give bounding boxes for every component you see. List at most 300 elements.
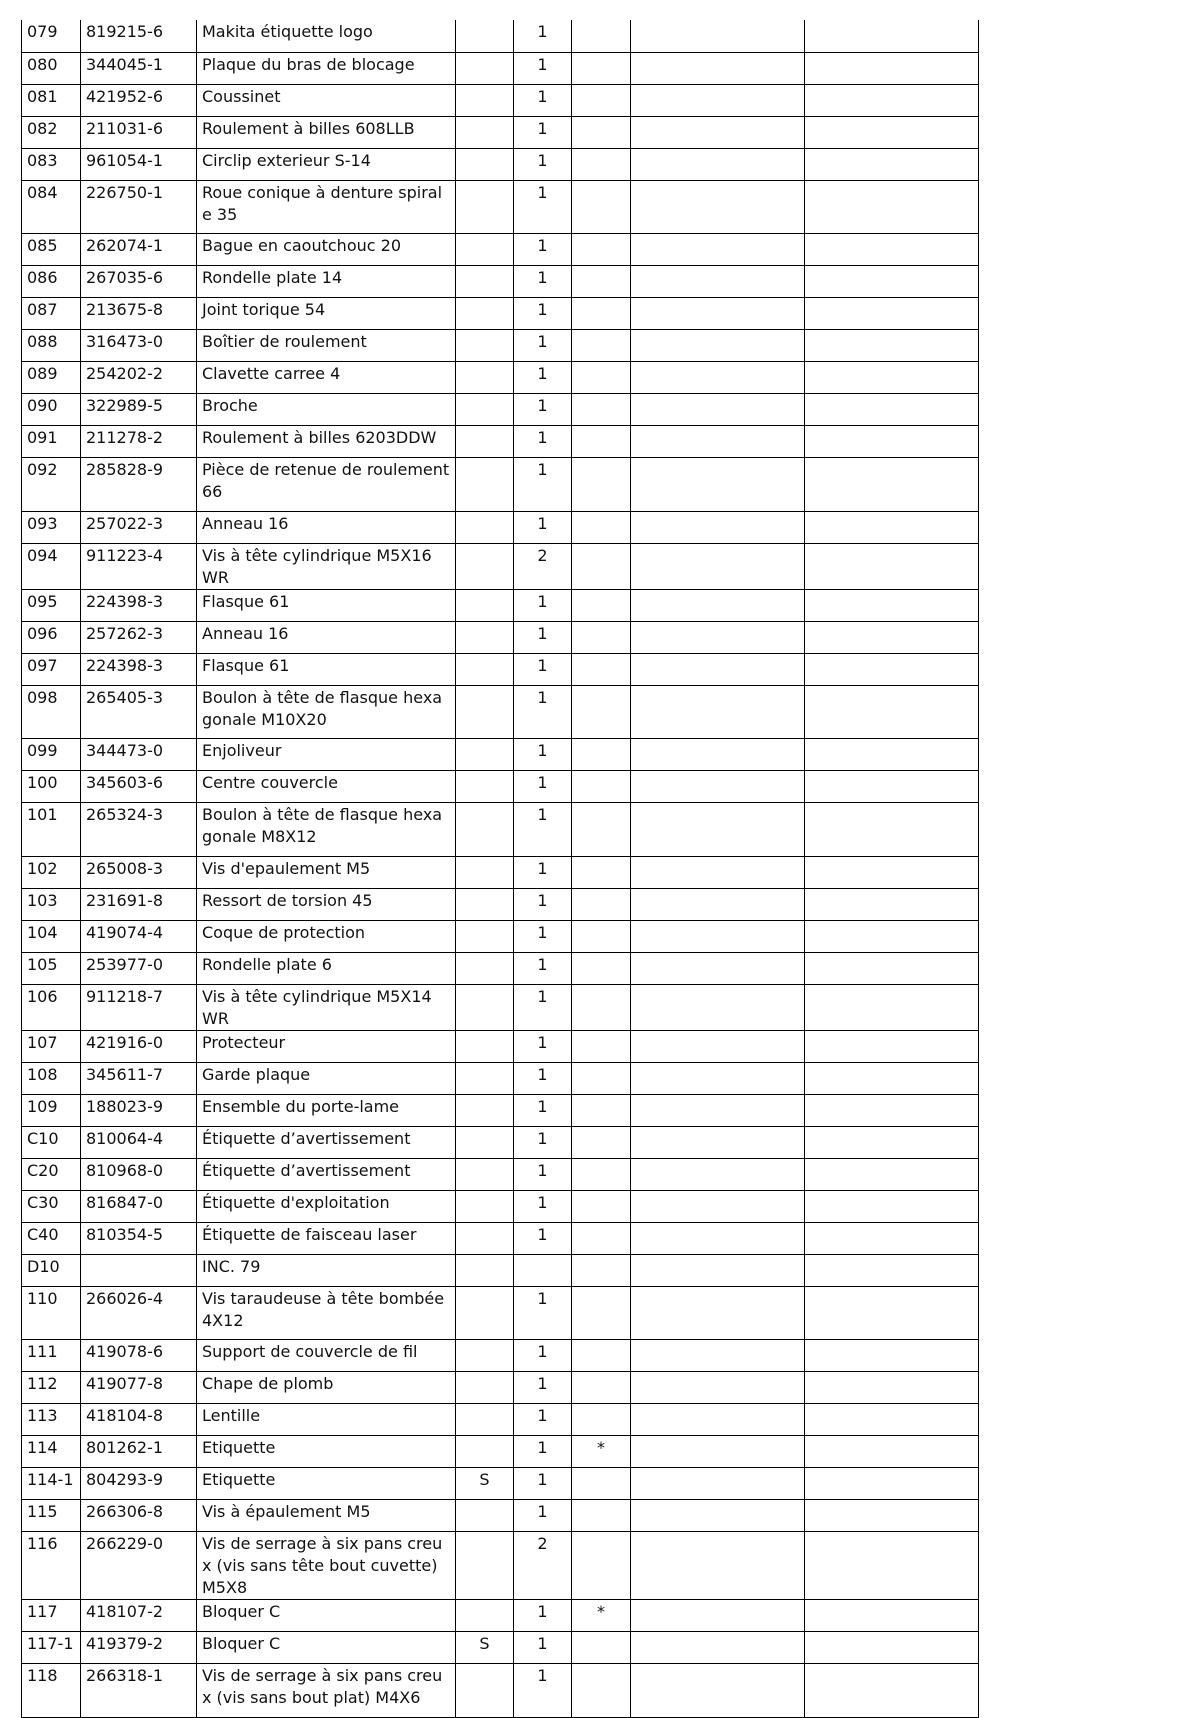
description-cell xyxy=(197,511,456,543)
description-text: INC. 79 xyxy=(202,1256,261,1276)
empty-cell xyxy=(631,426,805,458)
description-cell xyxy=(197,621,456,653)
description-cell xyxy=(197,803,456,857)
ref-cell: C10 xyxy=(22,1126,81,1158)
quantity-cell: 1 xyxy=(514,1468,572,1500)
part-number-cell: 816847-0 xyxy=(81,1190,197,1222)
change-mark-cell xyxy=(572,1500,631,1532)
empty-cell xyxy=(805,1094,979,1126)
change-mark-cell xyxy=(572,888,631,920)
empty-cell xyxy=(805,1254,979,1286)
table-row xyxy=(22,266,979,298)
part-number-cell: 810354-5 xyxy=(81,1222,197,1254)
description-text: Coque de protection xyxy=(202,922,366,942)
part-number-cell: 421952-6 xyxy=(81,84,197,116)
table-row xyxy=(22,920,979,952)
part-number-cell: 265405-3 xyxy=(81,685,197,739)
table-row xyxy=(22,856,979,888)
note-cell xyxy=(456,1664,514,1718)
quantity-cell: 1 xyxy=(514,1340,572,1372)
empty-cell xyxy=(805,803,979,857)
quantity-cell: 1 xyxy=(514,589,572,621)
ref-cell: 114 xyxy=(22,1436,81,1468)
change-mark-cell xyxy=(572,234,631,266)
description-text: Flasque 61 xyxy=(202,591,290,611)
empty-cell xyxy=(631,1158,805,1190)
empty-cell xyxy=(805,952,979,984)
empty-cell xyxy=(805,1532,979,1600)
empty-cell xyxy=(631,1190,805,1222)
description-text: Ensemble du porte-lame xyxy=(202,1096,400,1116)
part-number-cell: 345611-7 xyxy=(81,1062,197,1094)
change-mark-cell xyxy=(572,1190,631,1222)
empty-cell xyxy=(631,543,805,589)
change-mark-cell xyxy=(572,84,631,116)
empty-cell xyxy=(805,984,979,1030)
empty-cell xyxy=(805,84,979,116)
description-cell xyxy=(197,1632,456,1664)
description-cell xyxy=(197,266,456,298)
description-cell xyxy=(197,1600,456,1632)
description-text: Pièce de retenue de roulement 66 xyxy=(202,460,450,501)
table-row xyxy=(22,1532,979,1600)
note-cell xyxy=(456,856,514,888)
description-text: Vis à tête cylindrique M5X14 WR xyxy=(202,986,432,1028)
description-cell xyxy=(197,1468,456,1500)
note-cell xyxy=(456,116,514,148)
ref-cell: 099 xyxy=(22,739,81,771)
part-number-cell: 265324-3 xyxy=(81,803,197,857)
part-number-cell: 810064-4 xyxy=(81,1126,197,1158)
table-row xyxy=(22,1632,979,1664)
description-text: Garde plaque xyxy=(202,1064,311,1084)
empty-cell xyxy=(631,856,805,888)
ref-cell: C20 xyxy=(22,1158,81,1190)
change-mark-cell xyxy=(572,653,631,685)
description-cell xyxy=(197,1190,456,1222)
change-mark-cell: * xyxy=(572,1600,631,1632)
description-text: Etiquette xyxy=(202,1470,276,1489)
quantity-cell: 1 xyxy=(514,1030,572,1062)
description-text: Étiquette de faisceau laser xyxy=(202,1224,417,1244)
change-mark-cell xyxy=(572,1404,631,1436)
description-cell xyxy=(197,394,456,426)
change-mark-cell xyxy=(572,856,631,888)
table-row xyxy=(22,1062,979,1094)
description-cell xyxy=(197,52,456,84)
description-text: Rondelle plate 6 xyxy=(202,954,332,974)
empty-cell xyxy=(805,1372,979,1404)
part-number-cell: 801262-1 xyxy=(81,1436,197,1468)
note-cell xyxy=(456,771,514,803)
table-row xyxy=(22,888,979,920)
table-row xyxy=(22,458,979,512)
part-number-cell: 266318-1 xyxy=(81,1664,197,1718)
description-cell xyxy=(197,984,456,1030)
empty-cell xyxy=(631,803,805,857)
empty-cell xyxy=(631,1286,805,1340)
description-cell xyxy=(197,20,456,52)
ref-cell: 089 xyxy=(22,362,81,394)
table-row xyxy=(22,1222,979,1254)
quantity-cell: 1 xyxy=(514,116,572,148)
ref-cell: 113 xyxy=(22,1404,81,1436)
ref-cell: 096 xyxy=(22,621,81,653)
table-row xyxy=(22,653,979,685)
part-number-cell: 804293-9 xyxy=(81,1468,197,1500)
part-number-cell: 322989-5 xyxy=(81,394,197,426)
description-cell xyxy=(197,1286,456,1340)
part-number-cell: 253977-0 xyxy=(81,952,197,984)
description-text: Vis taraudeuse à tête bombée 4X12 xyxy=(202,1288,445,1330)
empty-cell xyxy=(805,148,979,180)
change-mark-cell xyxy=(572,1468,631,1500)
table-row xyxy=(22,685,979,739)
ref-cell: 088 xyxy=(22,330,81,362)
quantity-cell: 1 xyxy=(514,621,572,653)
part-number-cell: 316473-0 xyxy=(81,330,197,362)
part-number-cell: 266306-8 xyxy=(81,1500,197,1532)
table-row xyxy=(22,1254,979,1286)
empty-cell xyxy=(631,298,805,330)
note-cell xyxy=(456,362,514,394)
empty-cell xyxy=(805,1340,979,1372)
quantity-cell: 1 xyxy=(514,1600,572,1632)
ref-cell: 097 xyxy=(22,653,81,685)
ref-cell: 084 xyxy=(22,180,81,234)
empty-cell xyxy=(805,511,979,543)
change-mark-cell xyxy=(572,685,631,739)
description-text: Rondelle plate 14 xyxy=(202,268,343,287)
description-cell xyxy=(197,771,456,803)
note-cell xyxy=(456,1500,514,1532)
note-cell xyxy=(456,458,514,512)
change-mark-cell xyxy=(572,116,631,148)
parts-list-body xyxy=(22,20,979,1717)
description-cell xyxy=(197,653,456,685)
table-row xyxy=(22,621,979,653)
empty-cell xyxy=(805,653,979,685)
description-cell xyxy=(197,856,456,888)
empty-cell xyxy=(631,621,805,653)
empty-cell xyxy=(631,1600,805,1632)
description-text: Plaque du bras de blocage xyxy=(202,54,415,74)
description-text: Etiquette xyxy=(202,1438,276,1457)
note-cell xyxy=(456,984,514,1030)
empty-cell xyxy=(631,234,805,266)
description-cell xyxy=(197,298,456,330)
note-cell xyxy=(456,739,514,771)
note-cell xyxy=(456,1436,514,1468)
note-cell xyxy=(456,1340,514,1372)
description-text: Lentille xyxy=(202,1406,261,1425)
ref-cell: 111 xyxy=(22,1340,81,1372)
change-mark-cell xyxy=(572,1222,631,1254)
table-row xyxy=(22,1158,979,1190)
empty-cell xyxy=(631,394,805,426)
empty-cell xyxy=(631,920,805,952)
empty-cell xyxy=(805,1190,979,1222)
part-number-cell: 345603-6 xyxy=(81,771,197,803)
ref-cell: 117-1 xyxy=(22,1632,81,1664)
quantity-cell: 2 xyxy=(514,543,572,589)
table-row xyxy=(22,84,979,116)
part-number-cell: 419074-4 xyxy=(81,920,197,952)
note-cell xyxy=(456,1062,514,1094)
description-cell xyxy=(197,739,456,771)
part-number-cell: 257022-3 xyxy=(81,511,197,543)
ref-cell: 116 xyxy=(22,1532,81,1600)
table-row xyxy=(22,1664,979,1718)
table-row xyxy=(22,180,979,234)
note-cell xyxy=(456,394,514,426)
description-text: Roulement à billes 6203DDW xyxy=(202,428,437,447)
note-cell xyxy=(456,1254,514,1286)
empty-cell xyxy=(805,1436,979,1468)
table-row xyxy=(22,1404,979,1436)
quantity-cell: 1 xyxy=(514,330,572,362)
description-cell xyxy=(197,952,456,984)
description-text: Clavette carree 4 xyxy=(202,364,341,383)
ref-cell: 114-1 xyxy=(22,1468,81,1500)
part-number-cell: 267035-6 xyxy=(81,266,197,298)
quantity-cell: 1 xyxy=(514,920,572,952)
empty-cell xyxy=(631,589,805,621)
description-text: Vis à tête cylindrique M5X16 WR xyxy=(202,545,432,587)
table-row xyxy=(22,148,979,180)
description-cell xyxy=(197,888,456,920)
change-mark-cell xyxy=(572,920,631,952)
part-number-cell: 418107-2 xyxy=(81,1600,197,1632)
part-number-cell: 231691-8 xyxy=(81,888,197,920)
description-text: Flasque 61 xyxy=(202,655,290,675)
note-cell xyxy=(456,685,514,739)
ref-cell: 090 xyxy=(22,394,81,426)
ref-cell: 098 xyxy=(22,685,81,739)
part-number-cell: 266229-0 xyxy=(81,1532,197,1600)
note-cell xyxy=(456,330,514,362)
empty-cell xyxy=(805,1222,979,1254)
empty-cell xyxy=(805,1500,979,1532)
empty-cell xyxy=(631,1664,805,1718)
table-row xyxy=(22,1190,979,1222)
empty-cell xyxy=(805,771,979,803)
part-number-cell xyxy=(81,1254,197,1286)
note-cell xyxy=(456,266,514,298)
empty-cell xyxy=(631,1632,805,1664)
ref-cell: 104 xyxy=(22,920,81,952)
change-mark-cell xyxy=(572,952,631,984)
note-cell xyxy=(456,952,514,984)
empty-cell xyxy=(805,1286,979,1340)
table-row xyxy=(22,330,979,362)
part-number-cell: 418104-8 xyxy=(81,1404,197,1436)
empty-cell xyxy=(805,1664,979,1718)
description-text: Anneau 16 xyxy=(202,623,289,643)
part-number-cell: 266026-4 xyxy=(81,1286,197,1340)
change-mark-cell xyxy=(572,543,631,589)
empty-cell xyxy=(805,1404,979,1436)
note-cell xyxy=(456,52,514,84)
table-row xyxy=(22,1030,979,1062)
note-cell xyxy=(456,543,514,589)
description-cell xyxy=(197,426,456,458)
note-cell xyxy=(456,234,514,266)
ref-cell: 105 xyxy=(22,952,81,984)
parts-list-table xyxy=(21,20,979,1718)
quantity-cell: 1 xyxy=(514,1286,572,1340)
part-number-cell: 419077-8 xyxy=(81,1372,197,1404)
empty-cell xyxy=(805,685,979,739)
part-number-cell: 211278-2 xyxy=(81,426,197,458)
empty-cell xyxy=(631,1468,805,1500)
description-cell xyxy=(197,685,456,739)
note-cell xyxy=(456,1190,514,1222)
table-row xyxy=(22,803,979,857)
quantity-cell: 1 xyxy=(514,1094,572,1126)
description-text: Support de couvercle de fil xyxy=(202,1342,418,1361)
empty-cell xyxy=(631,1126,805,1158)
part-number-cell: 213675-8 xyxy=(81,298,197,330)
description-cell xyxy=(197,116,456,148)
ref-cell: 115 xyxy=(22,1500,81,1532)
note-cell xyxy=(456,1158,514,1190)
empty-cell xyxy=(805,1632,979,1664)
table-row xyxy=(22,116,979,148)
change-mark-cell xyxy=(572,266,631,298)
part-number-cell: 224398-3 xyxy=(81,589,197,621)
quantity-cell: 1 xyxy=(514,984,572,1030)
change-mark-cell xyxy=(572,1126,631,1158)
quantity-cell: 1 xyxy=(514,739,572,771)
empty-cell xyxy=(631,511,805,543)
empty-cell xyxy=(631,888,805,920)
part-number-cell: 262074-1 xyxy=(81,234,197,266)
note-cell xyxy=(456,148,514,180)
quantity-cell: 1 xyxy=(514,180,572,234)
table-row xyxy=(22,426,979,458)
change-mark-cell xyxy=(572,148,631,180)
description-text: Boulon à tête de flasque hexagonale M8X12 xyxy=(202,805,443,846)
table-row xyxy=(22,1436,979,1468)
description-text: Chape de plomb xyxy=(202,1374,334,1393)
empty-cell xyxy=(631,739,805,771)
empty-cell xyxy=(805,180,979,234)
change-mark-cell xyxy=(572,1532,631,1600)
change-mark-cell xyxy=(572,1094,631,1126)
table-row xyxy=(22,543,979,589)
part-number-cell: 188023-9 xyxy=(81,1094,197,1126)
note-cell xyxy=(456,803,514,857)
empty-cell xyxy=(631,1372,805,1404)
ref-cell: 102 xyxy=(22,856,81,888)
part-number-cell: 911223-4 xyxy=(81,543,197,589)
change-mark-cell xyxy=(572,298,631,330)
change-mark-cell xyxy=(572,362,631,394)
note-cell xyxy=(456,920,514,952)
empty-cell xyxy=(631,952,805,984)
note-cell xyxy=(456,1222,514,1254)
table-row xyxy=(22,362,979,394)
empty-cell xyxy=(631,1500,805,1532)
quantity-cell: 1 xyxy=(514,771,572,803)
quantity-cell: 1 xyxy=(514,1158,572,1190)
quantity-cell: 1 xyxy=(514,1126,572,1158)
table-row xyxy=(22,771,979,803)
change-mark-cell xyxy=(572,1158,631,1190)
description-cell xyxy=(197,1404,456,1436)
description-text: Protecteur xyxy=(202,1032,286,1052)
quantity-cell: 1 xyxy=(514,234,572,266)
table-row xyxy=(22,394,979,426)
ref-cell: 112 xyxy=(22,1372,81,1404)
empty-cell xyxy=(631,1030,805,1062)
note-cell xyxy=(456,888,514,920)
quantity-cell: 1 xyxy=(514,685,572,739)
part-number-cell: 226750-1 xyxy=(81,180,197,234)
table-row xyxy=(22,984,979,1030)
description-text: Broche xyxy=(202,396,258,415)
ref-cell: 093 xyxy=(22,511,81,543)
quantity-cell: 1 xyxy=(514,362,572,394)
quantity-cell: 1 xyxy=(514,394,572,426)
empty-cell xyxy=(805,234,979,266)
change-mark-cell xyxy=(572,1632,631,1664)
quantity-cell: 1 xyxy=(514,148,572,180)
description-text: Bague en caoutchouc 20 xyxy=(202,236,401,255)
empty-cell xyxy=(805,266,979,298)
change-mark-cell xyxy=(572,739,631,771)
part-number-cell: 224398-3 xyxy=(81,653,197,685)
description-text: Circlip exterieur S-14 xyxy=(202,150,371,170)
table-row xyxy=(22,20,979,52)
description-cell xyxy=(197,84,456,116)
empty-cell xyxy=(805,458,979,512)
empty-cell xyxy=(631,362,805,394)
empty-cell xyxy=(805,1158,979,1190)
empty-cell xyxy=(631,1436,805,1468)
ref-cell: C40 xyxy=(22,1222,81,1254)
quantity-cell xyxy=(514,1254,572,1286)
part-number-cell: 254202-2 xyxy=(81,362,197,394)
change-mark-cell xyxy=(572,394,631,426)
note-cell: S xyxy=(456,1632,514,1664)
empty-cell xyxy=(805,1600,979,1632)
quantity-cell: 1 xyxy=(514,952,572,984)
empty-cell xyxy=(631,1532,805,1600)
change-mark-cell xyxy=(572,330,631,362)
empty-cell xyxy=(805,116,979,148)
ref-cell: 079 xyxy=(22,20,81,52)
description-cell xyxy=(197,1436,456,1468)
part-number-cell: 257262-3 xyxy=(81,621,197,653)
ref-cell: 086 xyxy=(22,266,81,298)
change-mark-cell xyxy=(572,1340,631,1372)
empty-cell xyxy=(631,653,805,685)
empty-cell xyxy=(631,458,805,512)
description-text: Bloquer C xyxy=(202,1634,281,1653)
empty-cell xyxy=(805,621,979,653)
ref-cell: 118 xyxy=(22,1664,81,1718)
empty-cell xyxy=(805,362,979,394)
change-mark-cell xyxy=(572,589,631,621)
change-mark-cell xyxy=(572,426,631,458)
description-text: Roue conique à denture spirale 35 xyxy=(202,182,443,224)
empty-cell xyxy=(805,20,979,52)
table-row xyxy=(22,234,979,266)
note-cell xyxy=(456,589,514,621)
ref-cell: 101 xyxy=(22,803,81,857)
